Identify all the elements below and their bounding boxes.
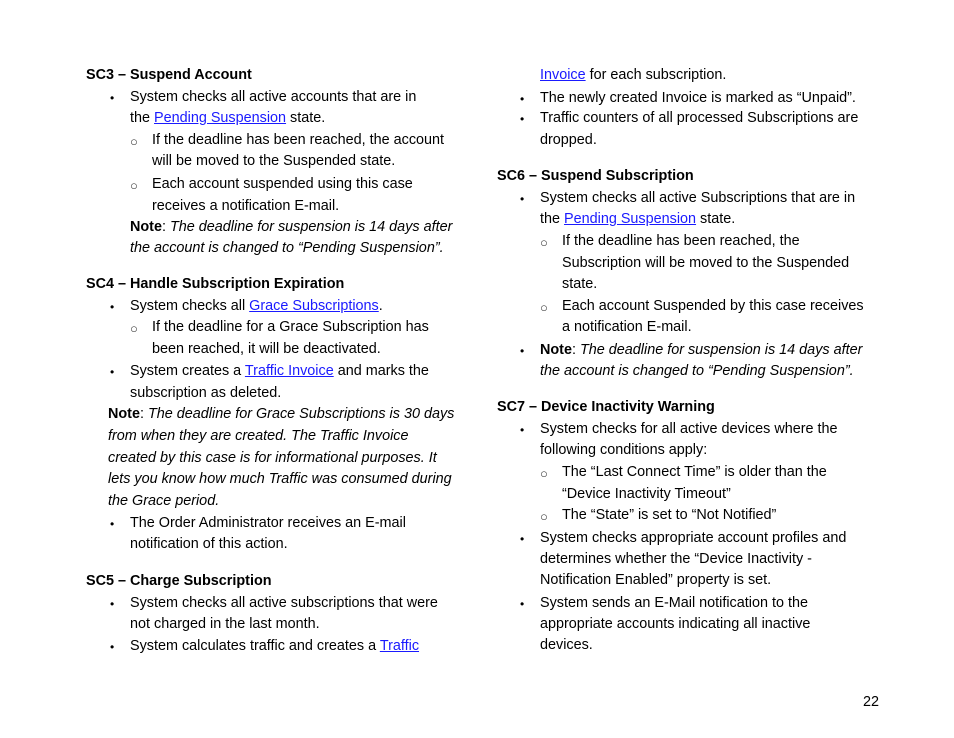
sc6-sub-item-cont: Subscription will be moved to the Suspended [562,255,850,271]
sc4-bullet-text-2: System creates a Traffic Invoice and marks the [130,363,429,379]
bullet-icon: • [520,532,525,546]
sc7-bullet-text-3-cont: devices. [540,637,593,653]
sc3-bullet-text-2: the Pending Suspension state. [130,110,326,126]
traffic-invoice-link[interactable]: Traffic [379,638,420,654]
sc4-sub-item-cont: been reached, it will be deactivated. [152,341,381,357]
sc5-bullet-text-3: The newly created Invoice is marked as “Unpaid”. [540,90,856,106]
sc3-note: Note: The deadline for suspension is 14 days after [130,219,453,235]
sc5-bullet-text-cont: not charged in the last month. [130,616,320,632]
bullet-icon: • [520,192,525,206]
sc3-heading: SC3 – Suspend Account [86,67,252,83]
sc4-heading: SC4 – Handle Subscription Expiration [86,276,345,292]
sc7-heading: SC7 – Device Inactivity Warning [497,399,715,415]
sc5-bullet-text-2: System calculates traffic and creates a Traffic [130,638,420,654]
page-number: 22 [863,694,880,710]
bullet-icon: • [110,365,115,379]
sc6-sub-item: Each account Suspended by this case receives [562,298,864,314]
sc4-bullet-text-3-cont: notification of this action. [130,536,288,552]
sc7-sub-item: The “State” is set to “Not Notified” [562,507,777,523]
bullet-icon: • [110,517,115,531]
sc7-sub-item: The “Last Connect Time” is older than the [562,464,827,480]
circle-bullet-icon: ○ [130,178,138,193]
sc4-note-cont: from when they are created. The Traffic Invoice [108,428,409,444]
traffic-invoice-link-cont[interactable]: Invoice [540,67,586,83]
sc4-note-cont: the Grace period. [108,493,220,509]
traffic-invoice-link[interactable]: Traffic Invoice [244,363,334,379]
sc6-bullet-text-cont: the Pending Suspension state. [540,211,736,227]
sc5-bullet-text: System checks all active subscriptions that were [130,595,438,611]
grace-subscriptions-link[interactable]: Grace Subscriptions [249,298,379,314]
bullet-icon: • [110,300,115,314]
sc4-sub-item: If the deadline for a Grace Subscription has [152,319,429,335]
sc3-sub-item: Each account suspended using this case [152,176,413,192]
pending-suspension-link[interactable]: Pending Suspension [564,211,697,227]
sc4-bullet-text-3: The Order Administrator receives an E-mail [130,515,406,531]
sc3-sub-item: If the deadline has been reached, the account [152,132,445,148]
bullet-icon: • [110,640,115,654]
bullet-icon: • [520,423,525,437]
sc7-bullet-text-3: System sends an E-Mail notification to the [540,595,808,611]
bullet-icon: • [520,112,525,126]
bullet-icon: • [110,91,115,105]
sc5-heading: SC5 – Charge Subscription [86,573,272,589]
pending-suspension-link[interactable]: Pending Suspension [154,110,287,126]
sc7-bullet-text: System checks for all active devices where the [540,421,838,437]
sc3-note-cont: the account is changed to “Pending Suspension”. [130,240,444,256]
sc6-sub-item-cont: a notification E-mail. [562,319,692,335]
sc4-note: Note: The deadline for Grace Subscriptions is 30 days [108,406,455,422]
sc6-sub-item: If the deadline has been reached, the [562,233,800,249]
sc4-bullet-text-2-cont: subscription as deleted. [130,385,282,401]
bullet-icon: • [110,597,115,611]
sc7-bullet-text-2-cont: determines whether the “Device Inactivity - [540,551,812,567]
circle-bullet-icon: ○ [540,509,548,524]
circle-bullet-icon: ○ [130,321,138,336]
sc4-note-cont: lets you know how much Traffic was consumed during [108,471,452,487]
sc4-note-cont: created by this case is for informational purposes. It [108,450,437,466]
sc6-note: Note: The deadline for suspension is 14 days after [540,342,863,358]
sc7-bullet-text-3-cont: appropriate accounts indicating all inactive [540,616,811,632]
circle-bullet-icon: ○ [540,235,548,250]
circle-bullet-icon: ○ [540,300,548,315]
sc6-note-cont: the account is changed to “Pending Suspension”. [540,363,854,379]
circle-bullet-icon: ○ [130,134,138,149]
sc7-bullet-text-cont: following conditions apply: [540,442,708,458]
sc6-bullet-text: System checks all active Subscriptions that are in [540,190,856,206]
circle-bullet-icon: ○ [540,466,548,481]
sc7-bullet-text-2: System checks appropriate account profiles and [540,530,847,546]
sc5-bullet-text-2-cont: Invoice for each subscription. [540,67,727,83]
sc6-sub-item-cont: state. [562,276,598,292]
sc6-heading: SC6 – Suspend Subscription [497,168,694,184]
sc3-sub-item-cont: will be moved to the Suspended state. [152,153,396,169]
bullet-icon: • [520,92,525,106]
sc3-bullet-text: System checks all active accounts that are in [130,89,417,105]
sc7-sub-item-cont: “Device Inactivity Timeout” [562,486,731,502]
sc4-bullet-text: System checks all Grace Subscriptions. [130,298,383,314]
sc3-sub-item-cont: receives a notification E-mail. [152,198,340,214]
sc5-bullet-text-4-cont: dropped. [540,132,597,148]
bullet-icon: • [520,344,525,358]
sc5-bullet-text-4: Traffic counters of all processed Subscriptions are [540,110,859,126]
bullet-icon: • [520,597,525,611]
sc7-bullet-text-2-cont: Notification Enabled” property is set. [540,572,772,588]
